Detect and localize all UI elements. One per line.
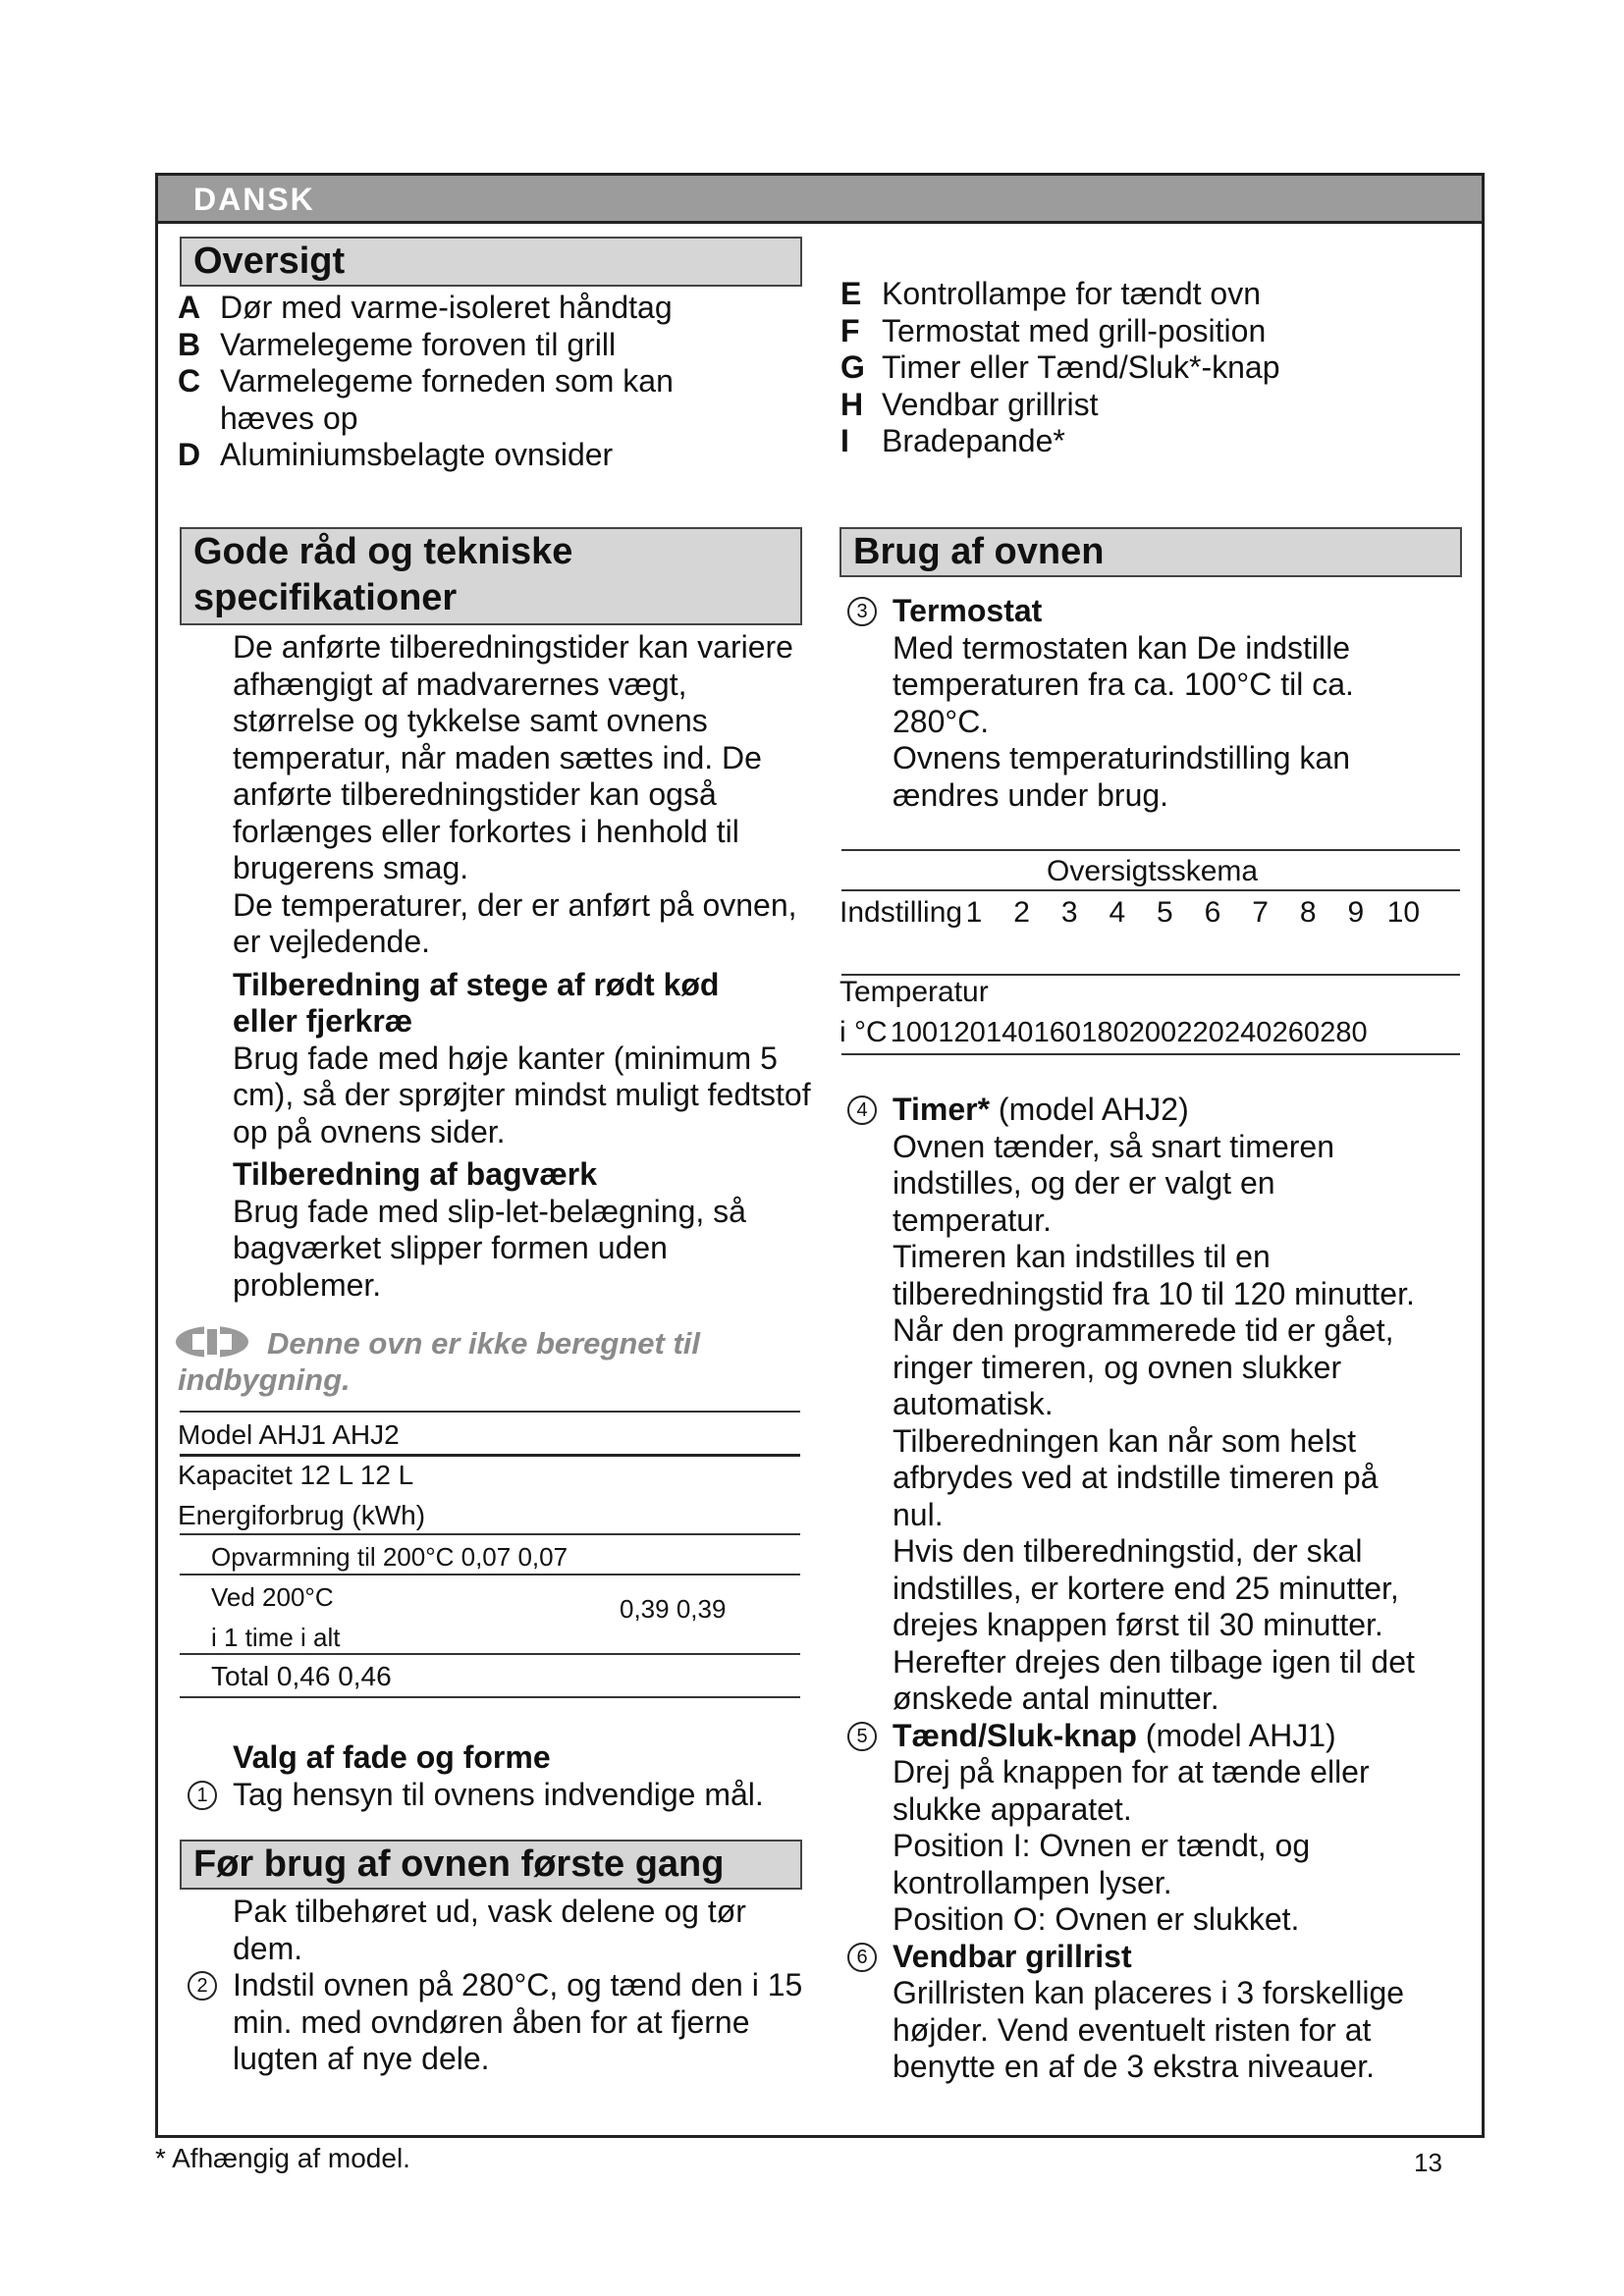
warning-icon <box>175 1324 249 1360</box>
usage-title: Brug af ovnen <box>853 531 1105 572</box>
onoff-title: Tænd/Sluk-knap <box>893 1717 1137 1753</box>
timer-item <box>839 1092 1478 1129</box>
table-rule <box>180 1411 800 1413</box>
table-rule <box>180 1454 800 1457</box>
spec-per-hour: i 1 time i alt <box>211 1623 341 1652</box>
list-item: I Bradepande* <box>840 423 1065 458</box>
grill-title: Vendbar grillrist <box>893 1938 1132 1974</box>
list-item: A Dør med varme-isoleret håndtag <box>178 290 673 325</box>
onoff-paragraph: Position I: Ovnen er tændt, og kontrollampen lyser. <box>893 1828 1311 1900</box>
spec-preheat-row: Opvarmning til 200°C 0,07 0,07 <box>211 1542 568 1572</box>
temperature-value: 180 <box>1081 1017 1129 1048</box>
grill-paragraph: Grillristen kan placeres i 3 forskellige højder. Vend eventuelt risten for at benytte en af de 3 ekstra niveauer. <box>893 1975 1405 2084</box>
roast-heading: Tilberedning af stege af rødt kød eller fjerkræ <box>233 966 720 1039</box>
list-item: F Termostat med grill-position <box>840 312 1267 348</box>
dishes-heading: Valg af fade og forme <box>233 1739 551 1775</box>
step-number-badge: 3 <box>847 597 877 626</box>
list-item: E Kontrollampe for tændt ovn <box>840 276 1261 311</box>
temperature-value: 200 <box>1128 1017 1177 1048</box>
tips-title-line1: Gode råd og tekniske <box>193 531 573 572</box>
setting-value: 4 <box>1109 896 1126 929</box>
note-line1: Denne ovn er ikke beregnet til <box>267 1326 701 1361</box>
tips-heading <box>180 527 802 625</box>
setting-value: 2 <box>1013 896 1030 929</box>
setting-value: 1 <box>965 896 983 929</box>
spec-capacity-row: Kapacitet 12 L 12 L <box>178 1460 414 1490</box>
thermostat-item <box>839 593 1468 630</box>
timer-model: (model AHJ2) <box>998 1092 1189 1127</box>
setting-value: 5 <box>1157 896 1173 929</box>
list-item: C Varmelegeme forneden som kan hæves op <box>178 363 674 436</box>
step-number-badge: 1 <box>188 1781 217 1810</box>
timer-paragraph: Hvis den tilberedningstid, der skal indstilles, er kortere end 25 minutter, drejes knappen først til 30 minutter. Herefter drejes den tilbage igen til det ønskede antal minutter. <box>893 1533 1415 1716</box>
setting-value: 3 <box>1060 896 1078 929</box>
thermostat-title: Termostat <box>893 593 1043 628</box>
list-item: D Aluminiumsbelagte ovnsider <box>178 437 614 472</box>
baking-heading: Tilberedning af bagværk <box>233 1156 598 1192</box>
dishes-section <box>180 1739 828 1813</box>
temperature-value: 140 <box>985 1017 1034 1048</box>
note-line2: indbygning. <box>178 1362 351 1397</box>
thermostat-section <box>839 593 1468 814</box>
step-number-badge: 6 <box>847 1943 877 1972</box>
temperature-label: Temperatur <box>839 976 989 1008</box>
first-use-heading <box>180 1840 802 1890</box>
first-use-title: Før brug af ovnen første gang <box>193 1843 725 1885</box>
step-number-badge: 5 <box>847 1722 877 1751</box>
language-bar <box>158 176 1482 224</box>
temperature-value: 160 <box>1033 1017 1081 1048</box>
setting-value: 7 <box>1252 896 1269 929</box>
setting-value: 10 <box>1386 896 1421 929</box>
built-in-note <box>178 1324 816 1398</box>
language-label: DANSK <box>193 182 315 217</box>
timer-paragraph: Timeren kan indstilles til en tilberedningstid fra 10 til 120 minutter. <box>893 1239 1415 1311</box>
setting-value: 8 <box>1299 896 1317 929</box>
temperature-value: 280 <box>1320 1017 1368 1048</box>
temperature-unit: i °C <box>839 1016 888 1048</box>
table-rule <box>180 1653 800 1655</box>
temperature-value: 260 <box>1272 1017 1320 1048</box>
spec-model-row: Model AHJ1 AHJ2 <box>178 1419 400 1450</box>
setting-value: 6 <box>1204 896 1221 929</box>
temperature-value: 220 <box>1176 1017 1224 1048</box>
thermostat-paragraph: Med termostaten kan De indstille temperaturen fra ca. 100°C til ca. 280°C. <box>893 629 1354 739</box>
spec-hour-values: 0,39 0,39 <box>620 1594 727 1624</box>
onoff-paragraph: Position O: Ovnen er slukket. <box>893 1901 1300 1937</box>
timer-paragraph: Tilberedningen kan når som helst afbrydes ved at indstille timeren på nul. <box>893 1422 1379 1532</box>
tips-paragraph: De anførte tilberedningstider kan variere afhængigt af madvarernes vægt, størrelse og tykkelse samt ovnens temperatur, når maden sættes ind. De anførte tilberedningstider kan også forlænges eller forkortes i henhold til brugerens smag. <box>233 629 793 885</box>
tips-paragraph: De temperaturer, der er anført på ovnen, er vejledende. <box>233 886 797 959</box>
grill-item <box>839 1939 1478 1976</box>
step-number-badge: 4 <box>847 1095 877 1125</box>
page-number: 13 <box>1414 2148 1442 2177</box>
table-rule <box>180 1533 800 1535</box>
footnote: * Afhængig af model. <box>155 2143 410 2173</box>
temperature-value: 120 <box>938 1017 986 1048</box>
table-rule <box>180 1696 800 1698</box>
overview-list-right <box>840 276 1449 460</box>
list-item: H Vendbar grillrist <box>840 386 1099 422</box>
controls-section <box>839 1092 1478 2086</box>
list-item: B Varmelegeme foroven til grill <box>178 326 617 362</box>
settings-table-title: Oversigtsskema <box>1047 855 1259 887</box>
baking-paragraph: Brug fade med slip-let-belægning, så bagværket slipper formen uden problemer. <box>233 1193 746 1303</box>
table-rule <box>180 1574 800 1575</box>
overview-title: Oversigt <box>193 240 346 282</box>
onoff-item <box>839 1718 1478 1755</box>
temperature-value: 240 <box>1223 1017 1272 1048</box>
timer-title: Timer* <box>893 1092 991 1127</box>
thermostat-paragraph: Ovnens temperaturindstilling kan ændres under brug. <box>893 740 1351 813</box>
first-use-step: 2 Indstil ovnen på 280°C, og tænd den i 15 min. med ovndøren åben for at fjerne lugten af nye dele. <box>180 1967 808 2078</box>
table-rule <box>841 889 1460 891</box>
onoff-paragraph: Drej på knappen for at tænde eller slukke apparatet. <box>893 1754 1370 1827</box>
step-number-badge: 2 <box>188 1971 217 2001</box>
first-use-paragraph: Pak tilbehøret ud, vask delene og tør dem. <box>233 1894 746 1966</box>
table-rule <box>841 849 1460 851</box>
table-rule <box>841 1053 1460 1055</box>
overview-list-left <box>178 290 806 474</box>
roast-paragraph: Brug fade med høje kanter (minimum 5 cm), så der sprøjter mindst muligt fedtstof op på ovnens sider. <box>233 1040 811 1149</box>
tips-body <box>180 629 813 1304</box>
onoff-model: (model AHJ1) <box>1145 1717 1336 1753</box>
first-use-body <box>180 1894 808 2078</box>
spec-total-row: Total 0,46 0,46 <box>211 1661 392 1691</box>
tips-title-line2: specifikationer <box>193 577 458 618</box>
spec-at200: Ved 200°C <box>211 1582 334 1612</box>
settings-label: Indstilling <box>839 896 963 929</box>
setting-value: 9 <box>1347 896 1365 929</box>
dishes-item: 1 Tag hensyn til ovnens indvendige mål. <box>180 1777 828 1814</box>
temperature-value: 100 <box>890 1017 939 1048</box>
overview-heading <box>180 237 802 287</box>
usage-heading <box>839 527 1462 577</box>
timer-paragraph: Når den programmerede tid er gået, ringer timeren, og ovnen slukker automatisk. <box>893 1312 1394 1421</box>
spec-energy-row: Energiforbrug (kWh) <box>178 1500 426 1530</box>
timer-paragraph: Ovnen tænder, så snart timeren indstilles, og der er valgt en temperatur. <box>893 1128 1334 1238</box>
list-item: G Timer eller Tænd/Sluk*-knap <box>840 349 1280 385</box>
